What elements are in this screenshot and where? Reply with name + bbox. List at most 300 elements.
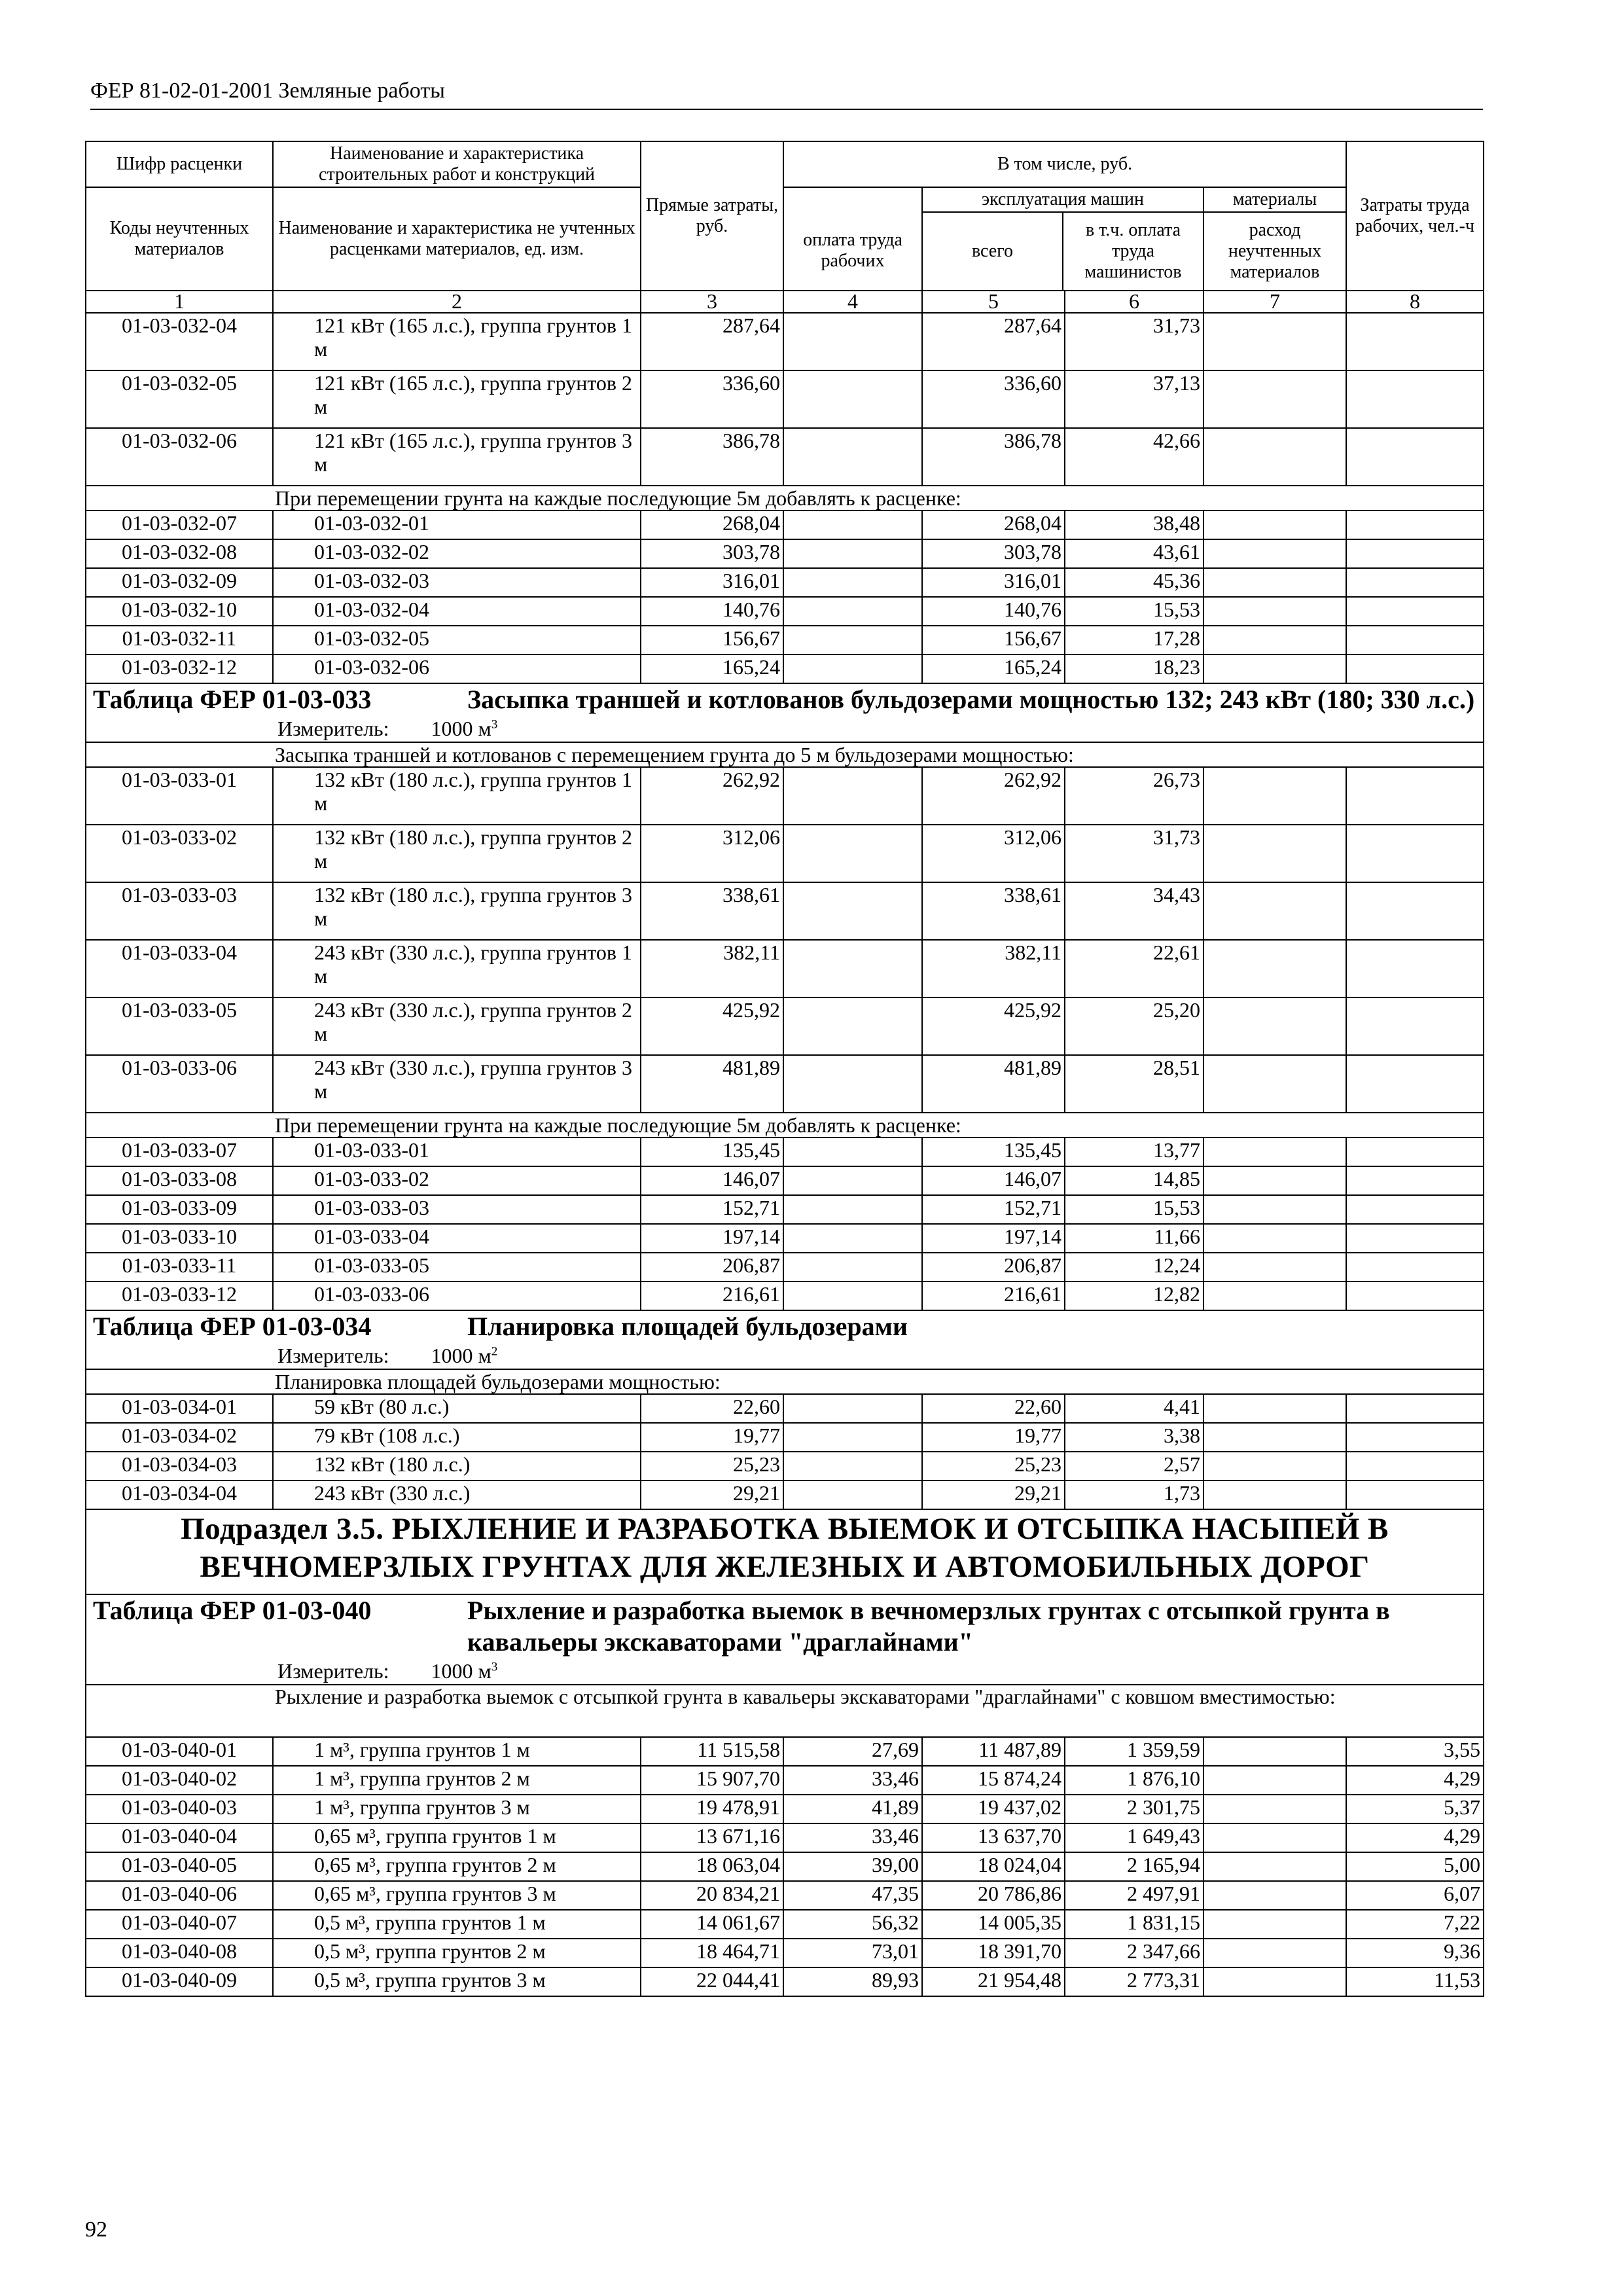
direct-cost: 14 061,67 bbox=[641, 1910, 783, 1939]
col-header-materials: материалы bbox=[1204, 188, 1346, 213]
table-row bbox=[86, 882, 1484, 940]
table-row bbox=[86, 1253, 1484, 1282]
machinist-wage: 37,13 bbox=[1065, 370, 1204, 428]
direct-cost: 336,60 bbox=[641, 370, 783, 428]
labor-hours: 5,00 bbox=[1346, 1852, 1484, 1881]
direct-cost: 206,87 bbox=[641, 1253, 783, 1282]
labor-hours bbox=[1346, 997, 1484, 1055]
rate-code: 01-03-034-01 bbox=[86, 1394, 273, 1423]
rate-name: 01-03-033-01 bbox=[273, 1138, 641, 1166]
rate-code: 01-03-032-04 bbox=[86, 313, 273, 370]
materials-cons bbox=[1204, 313, 1346, 370]
wage-cost bbox=[783, 940, 922, 997]
rate-code: 01-03-033-10 bbox=[86, 1224, 273, 1253]
table-name: Рыхление и разработка выемок в вечномерзлых грунтах с отсыпкой грунта в кавальеры экскаваторами "драглайнами" bbox=[467, 1596, 1390, 1657]
machine-total: 140,76 bbox=[922, 597, 1065, 626]
direct-cost: 146,07 bbox=[641, 1166, 783, 1195]
direct-cost: 140,76 bbox=[641, 597, 783, 626]
measure-value: 1000 м bbox=[431, 717, 491, 740]
table-title bbox=[86, 1310, 1484, 1342]
rate-code: 01-03-032-09 bbox=[86, 568, 273, 597]
direct-cost: 25,23 bbox=[641, 1452, 783, 1480]
machinist-wage: 3,38 bbox=[1065, 1423, 1204, 1452]
wage-cost bbox=[783, 1423, 922, 1452]
machinist-wage: 1 649,43 bbox=[1065, 1823, 1204, 1852]
table-id: Таблица ФЕР 01-03-040 bbox=[93, 1596, 372, 1625]
labor-hours bbox=[1346, 1166, 1484, 1195]
labor-hours bbox=[1346, 1224, 1484, 1253]
labor-hours: 5,37 bbox=[1346, 1795, 1484, 1823]
measure-label: Измеритель: bbox=[277, 1344, 389, 1367]
wage-cost bbox=[783, 1452, 922, 1480]
table-row bbox=[86, 370, 1484, 428]
machinist-wage: 1 359,59 bbox=[1065, 1737, 1204, 1766]
direct-cost: 20 834,21 bbox=[641, 1881, 783, 1910]
table-row bbox=[86, 1138, 1484, 1166]
materials-cons bbox=[1204, 1823, 1346, 1852]
machine-total: 262,92 bbox=[922, 767, 1065, 825]
measure-value: 1000 м bbox=[431, 1344, 491, 1367]
rate-name: 132 кВт (180 л.с.), группа грунтов 1 м bbox=[273, 767, 641, 825]
machinist-wage: 12,24 bbox=[1065, 1253, 1204, 1282]
materials-cons bbox=[1204, 882, 1346, 940]
labor-hours: 9,36 bbox=[1346, 1939, 1484, 1967]
table-row bbox=[86, 940, 1484, 997]
machinist-wage: 4,41 bbox=[1065, 1394, 1204, 1423]
machinist-wage: 12,82 bbox=[1065, 1282, 1204, 1310]
sub-header-wage-cell bbox=[783, 187, 922, 291]
table-title bbox=[86, 683, 1484, 715]
rate-name: 01-03-032-03 bbox=[273, 568, 641, 597]
wage-cost bbox=[783, 511, 922, 539]
rates-table bbox=[85, 141, 1484, 1997]
machinist-wage: 22,61 bbox=[1065, 940, 1204, 997]
wage-cost: 41,89 bbox=[783, 1795, 922, 1823]
section-heading: Планировка площадей бульдозерами мощностью: bbox=[86, 1369, 1484, 1394]
labor-hours: 6,07 bbox=[1346, 1881, 1484, 1910]
labor-hours: 7,22 bbox=[1346, 1910, 1484, 1939]
wage-cost bbox=[783, 428, 922, 486]
materials-cons bbox=[1204, 997, 1346, 1055]
labor-hours bbox=[1346, 767, 1484, 825]
materials-cons bbox=[1204, 1480, 1346, 1509]
col-num: 8 bbox=[1346, 291, 1484, 313]
measure-exponent: 2 bbox=[491, 1344, 498, 1359]
table-row bbox=[86, 1967, 1484, 1996]
rate-name: 01-03-033-06 bbox=[273, 1282, 641, 1310]
labor-hours bbox=[1346, 597, 1484, 626]
col-header-machinists: в т.ч. оплата труда машинистов bbox=[1084, 220, 1182, 282]
rate-name: 01-03-032-02 bbox=[273, 539, 641, 568]
wage-cost bbox=[783, 1138, 922, 1166]
rate-name: 0,5 м³, группа грунтов 1 м bbox=[273, 1910, 641, 1939]
materials-cons bbox=[1204, 539, 1346, 568]
col-header-labor: Затраты труда рабочих, чел.-ч bbox=[1346, 141, 1484, 291]
rate-name: 132 кВт (180 л.с.), группа грунтов 3 м bbox=[273, 882, 641, 940]
machinist-wage: 1 876,10 bbox=[1065, 1766, 1204, 1795]
machinist-wage: 28,51 bbox=[1065, 1055, 1204, 1113]
machinist-wage: 25,20 bbox=[1065, 997, 1204, 1055]
table-row bbox=[86, 313, 1484, 370]
direct-cost: 316,01 bbox=[641, 568, 783, 597]
rate-code: 01-03-033-09 bbox=[86, 1195, 273, 1224]
wage-cost bbox=[783, 626, 922, 655]
machine-total: 303,78 bbox=[922, 539, 1065, 568]
machinist-wage: 26,73 bbox=[1065, 767, 1204, 825]
materials-cons bbox=[1204, 1881, 1346, 1910]
machinist-wage: 14,85 bbox=[1065, 1166, 1204, 1195]
machinist-wage: 34,43 bbox=[1065, 882, 1204, 940]
direct-cost: 197,14 bbox=[641, 1224, 783, 1253]
materials-cons bbox=[1204, 1253, 1346, 1282]
machine-total: 20 786,86 bbox=[922, 1881, 1065, 1910]
direct-cost: 135,45 bbox=[641, 1138, 783, 1166]
direct-cost: 29,21 bbox=[641, 1480, 783, 1509]
machine-total: 338,61 bbox=[922, 882, 1065, 940]
labor-hours bbox=[1346, 539, 1484, 568]
table-row bbox=[86, 428, 1484, 486]
wage-cost bbox=[783, 1195, 922, 1224]
labor-hours bbox=[1346, 1282, 1484, 1310]
section-heading: Рыхление и разработка выемок с отсыпкой грунта в кавальеры экскаваторами "драглайнами" с ковшом вместимостью: bbox=[86, 1685, 1484, 1737]
machine-total: 382,11 bbox=[922, 940, 1065, 997]
rate-name: 0,5 м³, группа грунтов 2 м bbox=[273, 1939, 641, 1967]
rate-code: 01-03-040-01 bbox=[86, 1737, 273, 1766]
direct-cost: 338,61 bbox=[641, 882, 783, 940]
machine-total: 22,60 bbox=[922, 1394, 1065, 1423]
machine-total: 21 954,48 bbox=[922, 1967, 1065, 1996]
direct-cost: 386,78 bbox=[641, 428, 783, 486]
rate-name: 121 кВт (165 л.с.), группа грунтов 1 м bbox=[273, 313, 641, 370]
materials-cons bbox=[1204, 1423, 1346, 1452]
rate-code: 01-03-033-08 bbox=[86, 1166, 273, 1195]
table-id: Таблица ФЕР 01-03-033 bbox=[93, 685, 372, 714]
page-number: 92 bbox=[85, 2217, 107, 2242]
rate-code: 01-03-034-04 bbox=[86, 1480, 273, 1509]
table-row bbox=[86, 1939, 1484, 1967]
labor-hours bbox=[1346, 825, 1484, 882]
rate-code: 01-03-040-08 bbox=[86, 1939, 273, 1967]
sub-header-exploit-cell bbox=[922, 187, 1204, 291]
rate-code: 01-03-040-07 bbox=[86, 1910, 273, 1939]
col-header-exploit: эксплуатация машин bbox=[923, 188, 1203, 213]
machine-total: 11 487,89 bbox=[922, 1737, 1065, 1766]
labor-hours bbox=[1346, 313, 1484, 370]
labor-hours: 3,55 bbox=[1346, 1737, 1484, 1766]
machine-total: 197,14 bbox=[922, 1224, 1065, 1253]
rate-name: 0,65 м³, группа грунтов 3 м bbox=[273, 1881, 641, 1910]
table-row bbox=[86, 539, 1484, 568]
machinist-wage: 1 831,15 bbox=[1065, 1910, 1204, 1939]
wage-cost: 39,00 bbox=[783, 1852, 922, 1881]
materials-cons bbox=[1204, 428, 1346, 486]
machinist-wage: 31,73 bbox=[1065, 825, 1204, 882]
machine-total: 14 005,35 bbox=[922, 1910, 1065, 1939]
rate-name: 121 кВт (165 л.с.), группа грунтов 3 м bbox=[273, 428, 641, 486]
rate-code: 01-03-040-03 bbox=[86, 1795, 273, 1823]
machinist-wage: 18,23 bbox=[1065, 655, 1204, 683]
rate-code: 01-03-040-09 bbox=[86, 1967, 273, 1996]
table-row bbox=[86, 1737, 1484, 1766]
table-row bbox=[86, 1282, 1484, 1310]
rate-name: 132 кВт (180 л.с.), группа грунтов 2 м bbox=[273, 825, 641, 882]
table-row bbox=[86, 1452, 1484, 1480]
rate-name: 01-03-033-04 bbox=[273, 1224, 641, 1253]
table-row bbox=[86, 1766, 1484, 1795]
table-row bbox=[86, 1795, 1484, 1823]
table-row bbox=[86, 1480, 1484, 1509]
measure-label: Измеритель: bbox=[277, 717, 389, 740]
table-row bbox=[86, 597, 1484, 626]
direct-cost: 382,11 bbox=[641, 940, 783, 997]
labor-hours: 11,53 bbox=[1346, 1967, 1484, 1996]
table-row bbox=[86, 1852, 1484, 1881]
page-header: ФЕР 81-02-01-2001 Земляные работы bbox=[90, 73, 1483, 110]
machine-total: 18 024,04 bbox=[922, 1852, 1065, 1881]
machinist-wage: 43,61 bbox=[1065, 539, 1204, 568]
machine-total: 152,71 bbox=[922, 1195, 1065, 1224]
direct-cost: 22,60 bbox=[641, 1394, 783, 1423]
rate-code: 01-03-032-12 bbox=[86, 655, 273, 683]
direct-cost: 152,71 bbox=[641, 1195, 783, 1224]
labor-hours bbox=[1346, 370, 1484, 428]
labor-hours: 4,29 bbox=[1346, 1766, 1484, 1795]
machine-total: 29,21 bbox=[922, 1480, 1065, 1509]
direct-cost: 18 464,71 bbox=[641, 1939, 783, 1967]
materials-cons bbox=[1204, 1766, 1346, 1795]
labor-hours bbox=[1346, 1055, 1484, 1113]
rate-name: 0,5 м³, группа грунтов 3 м bbox=[273, 1967, 641, 1996]
rate-code: 01-03-033-06 bbox=[86, 1055, 273, 1113]
column-numbers-row bbox=[86, 291, 1484, 313]
rate-name: 243 кВт (330 л.с.) bbox=[273, 1480, 641, 1509]
wage-cost bbox=[783, 655, 922, 683]
materials-cons bbox=[1204, 1055, 1346, 1113]
rate-name: 243 кВт (330 л.с.), группа грунтов 1 м bbox=[273, 940, 641, 997]
direct-cost: 165,24 bbox=[641, 655, 783, 683]
labor-hours bbox=[1346, 1394, 1484, 1423]
direct-cost: 268,04 bbox=[641, 511, 783, 539]
table-row bbox=[86, 825, 1484, 882]
measure-exponent: 3 bbox=[491, 717, 498, 732]
wage-cost bbox=[783, 1224, 922, 1253]
direct-cost: 156,67 bbox=[641, 626, 783, 655]
machine-total: 18 391,70 bbox=[922, 1939, 1065, 1967]
table-row bbox=[86, 1881, 1484, 1910]
machine-total: 13 637,70 bbox=[922, 1823, 1065, 1852]
col-header-incl: В том числе, руб. bbox=[783, 141, 1346, 187]
col-num: 6 bbox=[1065, 291, 1204, 313]
labor-hours bbox=[1346, 1195, 1484, 1224]
wage-cost bbox=[783, 597, 922, 626]
rate-code: 01-03-033-07 bbox=[86, 1138, 273, 1166]
machinist-wage: 15,53 bbox=[1065, 1195, 1204, 1224]
table-row bbox=[86, 1195, 1484, 1224]
rate-name: 1 м³, группа грунтов 1 м bbox=[273, 1737, 641, 1766]
machine-total: 19,77 bbox=[922, 1423, 1065, 1452]
machinist-wage: 2,57 bbox=[1065, 1452, 1204, 1480]
rate-code: 01-03-033-12 bbox=[86, 1282, 273, 1310]
materials-cons bbox=[1204, 626, 1346, 655]
rate-code: 01-03-032-05 bbox=[86, 370, 273, 428]
rate-name: 01-03-033-02 bbox=[273, 1166, 641, 1195]
col-header-direct: Прямые затраты, руб. bbox=[641, 141, 783, 291]
rate-name: 132 кВт (180 л.с.) bbox=[273, 1452, 641, 1480]
labor-hours bbox=[1346, 1138, 1484, 1166]
table-row bbox=[86, 767, 1484, 825]
table-row bbox=[86, 511, 1484, 539]
machinist-wage: 45,36 bbox=[1065, 568, 1204, 597]
col-header-code: Шифр расценки bbox=[86, 141, 273, 187]
wage-cost bbox=[783, 370, 922, 428]
machine-total: 25,23 bbox=[922, 1452, 1065, 1480]
direct-cost: 19,77 bbox=[641, 1423, 783, 1452]
rate-name: 1 м³, группа грунтов 2 м bbox=[273, 1766, 641, 1795]
subsection-title: Подраздел 3.5. РЫХЛЕНИЕ И РАЗРАБОТКА ВЫЕМОК И ОТСЫПКА НАСЫПЕЙ В ВЕЧНОМЕРЗЛЫХ ГРУНТАХ ДЛЯ ЖЕЛЕЗНЫХ И АВТОМОБИЛЬНЫХ ДОРОГ bbox=[86, 1509, 1484, 1594]
labor-hours bbox=[1346, 626, 1484, 655]
machine-total: 15 874,24 bbox=[922, 1766, 1065, 1795]
rate-code: 01-03-032-08 bbox=[86, 539, 273, 568]
col-num: 4 bbox=[783, 291, 922, 313]
rate-code: 01-03-034-03 bbox=[86, 1452, 273, 1480]
materials-cons bbox=[1204, 1452, 1346, 1480]
wage-cost bbox=[783, 1282, 922, 1310]
section-note: При перемещении грунта на каждые последующие 5м добавлять к расценке: bbox=[86, 486, 1484, 511]
machinist-wage: 1,73 bbox=[1065, 1480, 1204, 1509]
direct-cost: 287,64 bbox=[641, 313, 783, 370]
direct-cost: 15 907,70 bbox=[641, 1766, 783, 1795]
wage-cost bbox=[783, 825, 922, 882]
direct-cost: 425,92 bbox=[641, 997, 783, 1055]
table-name: Засыпка траншей и котлованов бульдозерами мощностью 132; 243 кВт (180; 330 л.с.) bbox=[467, 685, 1475, 714]
col-num: 1 bbox=[86, 291, 273, 313]
machinist-wage: 2 773,31 bbox=[1065, 1967, 1204, 1996]
materials-cons bbox=[1204, 1910, 1346, 1939]
machinist-wage: 15,53 bbox=[1065, 597, 1204, 626]
direct-cost: 481,89 bbox=[641, 1055, 783, 1113]
machinist-wage: 13,77 bbox=[1065, 1138, 1204, 1166]
machine-total: 336,60 bbox=[922, 370, 1065, 428]
rate-code: 01-03-033-05 bbox=[86, 997, 273, 1055]
machinist-wage: 2 497,91 bbox=[1065, 1881, 1204, 1910]
materials-cons bbox=[1204, 1939, 1346, 1967]
table-row bbox=[86, 568, 1484, 597]
col-header-uncounted-names: Наименование и характеристика не учтенных расценками материалов, ед. изм. bbox=[273, 187, 641, 291]
materials-cons bbox=[1204, 511, 1346, 539]
rate-name: 59 кВт (80 л.с.) bbox=[273, 1394, 641, 1423]
wage-cost bbox=[783, 997, 922, 1055]
col-header-uncounted-codes: Коды неучтенных материалов bbox=[86, 187, 273, 291]
rate-name: 01-03-033-05 bbox=[273, 1253, 641, 1282]
rate-code: 01-03-040-05 bbox=[86, 1852, 273, 1881]
wage-cost: 33,46 bbox=[783, 1766, 922, 1795]
col-header-name: Наименование и характеристика строительных работ и конструкций bbox=[273, 141, 641, 187]
rate-name: 01-03-032-04 bbox=[273, 597, 641, 626]
rate-name: 121 кВт (165 л.с.), группа грунтов 2 м bbox=[273, 370, 641, 428]
rate-code: 01-03-033-03 bbox=[86, 882, 273, 940]
wage-cost bbox=[783, 1055, 922, 1113]
machine-total: 268,04 bbox=[922, 511, 1065, 539]
table-row bbox=[86, 1394, 1484, 1423]
machine-total: 481,89 bbox=[922, 1055, 1065, 1113]
rate-code: 01-03-033-11 bbox=[86, 1253, 273, 1282]
machine-total: 156,67 bbox=[922, 626, 1065, 655]
table-id: Таблица ФЕР 01-03-034 bbox=[93, 1312, 372, 1341]
materials-cons bbox=[1204, 568, 1346, 597]
measure-value: 1000 м bbox=[431, 1659, 491, 1683]
machine-total: 316,01 bbox=[922, 568, 1065, 597]
wage-cost: 33,46 bbox=[783, 1823, 922, 1852]
col-header-uncounted-cons: расход неучтенных материалов bbox=[1228, 220, 1322, 282]
materials-cons bbox=[1204, 1195, 1346, 1224]
materials-cons bbox=[1204, 1138, 1346, 1166]
rate-name: 1 м³, группа грунтов 3 м bbox=[273, 1795, 641, 1823]
section-heading: Засыпка траншей и котлованов с перемещением грунта до 5 м бульдозерами мощностью: bbox=[86, 742, 1484, 767]
materials-cons bbox=[1204, 655, 1346, 683]
col-num: 5 bbox=[922, 291, 1065, 313]
machinist-wage: 2 165,94 bbox=[1065, 1852, 1204, 1881]
machinist-wage: 2 301,75 bbox=[1065, 1795, 1204, 1823]
labor-hours bbox=[1346, 1423, 1484, 1452]
machinist-wage: 11,66 bbox=[1065, 1224, 1204, 1253]
measure-exponent: 3 bbox=[491, 1660, 498, 1674]
labor-hours bbox=[1346, 655, 1484, 683]
rate-name: 243 кВт (330 л.с.), группа грунтов 2 м bbox=[273, 997, 641, 1055]
labor-hours: 4,29 bbox=[1346, 1823, 1484, 1852]
rate-name: 01-03-032-06 bbox=[273, 655, 641, 683]
rate-name: 01-03-032-01 bbox=[273, 511, 641, 539]
machine-total: 386,78 bbox=[922, 428, 1065, 486]
table-row bbox=[86, 626, 1484, 655]
labor-hours bbox=[1346, 1480, 1484, 1509]
materials-cons bbox=[1204, 825, 1346, 882]
wage-cost: 56,32 bbox=[783, 1910, 922, 1939]
materials-cons bbox=[1204, 1224, 1346, 1253]
wage-cost bbox=[783, 1394, 922, 1423]
sub-header-materials-cell bbox=[1204, 187, 1346, 291]
wage-cost bbox=[783, 568, 922, 597]
materials-cons bbox=[1204, 1852, 1346, 1881]
table-row bbox=[86, 1910, 1484, 1939]
materials-cons bbox=[1204, 1394, 1346, 1423]
rate-code: 01-03-040-06 bbox=[86, 1881, 273, 1910]
direct-cost: 262,92 bbox=[641, 767, 783, 825]
materials-cons bbox=[1204, 940, 1346, 997]
machinist-wage: 31,73 bbox=[1065, 313, 1204, 370]
labor-hours bbox=[1346, 1452, 1484, 1480]
table-title bbox=[86, 1594, 1484, 1658]
labor-hours bbox=[1346, 1253, 1484, 1282]
table-row bbox=[86, 1055, 1484, 1113]
machinist-wage: 38,48 bbox=[1065, 511, 1204, 539]
wage-cost: 73,01 bbox=[783, 1939, 922, 1967]
table-name: Планировка площадей бульдозерами bbox=[467, 1312, 908, 1341]
rate-code: 01-03-032-10 bbox=[86, 597, 273, 626]
rate-code: 01-03-033-04 bbox=[86, 940, 273, 997]
direct-cost: 216,61 bbox=[641, 1282, 783, 1310]
materials-cons bbox=[1204, 1967, 1346, 1996]
materials-cons bbox=[1204, 370, 1346, 428]
machine-total: 312,06 bbox=[922, 825, 1065, 882]
col-num: 7 bbox=[1204, 291, 1346, 313]
direct-cost: 312,06 bbox=[641, 825, 783, 882]
machine-total: 216,61 bbox=[922, 1282, 1065, 1310]
machinist-wage: 17,28 bbox=[1065, 626, 1204, 655]
col-num: 2 bbox=[273, 291, 641, 313]
machinist-wage: 2 347,66 bbox=[1065, 1939, 1204, 1967]
rate-code: 01-03-040-02 bbox=[86, 1766, 273, 1795]
wage-cost: 89,93 bbox=[783, 1967, 922, 1996]
